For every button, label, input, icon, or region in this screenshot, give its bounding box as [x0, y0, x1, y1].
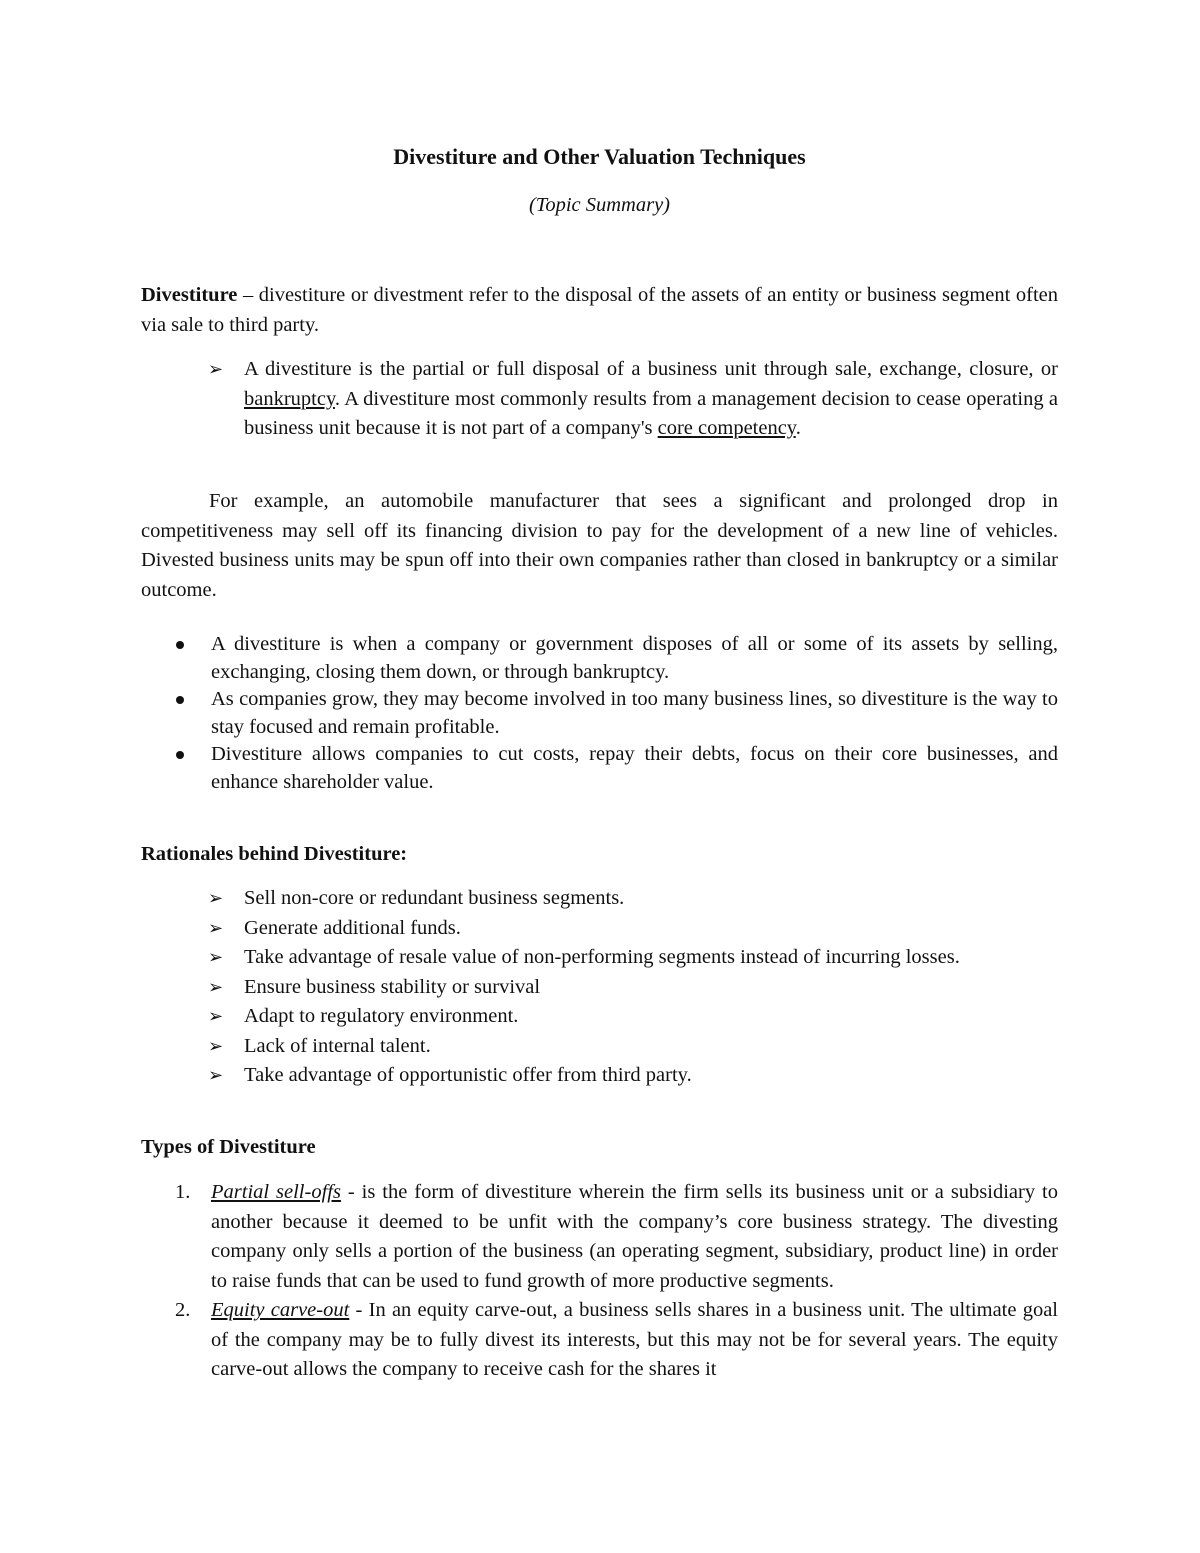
core-competency-link[interactable]: core competency [657, 417, 796, 439]
bullet-text: A divestiture is when a company or government disposes of all or some of its assets by selling, exchanging, closing them down, or through bankruptcy. [211, 633, 1058, 683]
bankruptcy-link[interactable]: bankruptcy [244, 387, 335, 410]
rationales-list [208, 884, 1058, 1091]
list-item [175, 1178, 1058, 1296]
arrow-bullet-icon: ➢ [208, 359, 224, 380]
definition-paragraph [141, 281, 1058, 340]
rationales-heading: Rationales behind Divestiture: [141, 843, 408, 865]
rationale-text: Lack of internal talent. [244, 1034, 431, 1057]
item-number: 1. [175, 1181, 191, 1203]
arrow-bullet-icon: ➢ [208, 976, 224, 998]
list-item [208, 943, 1058, 973]
bullet-text: Divestiture allows companies to cut costs, repay their debts, focus on their core businesses, and enhance shareholder value. [211, 743, 1058, 793]
rationale-text: Generate additional funds. [244, 916, 461, 939]
list-item [208, 914, 1058, 944]
arrow-bullet-icon: ➢ [208, 1035, 224, 1057]
arrow-bullet-icon: ➢ [208, 947, 224, 968]
list-item [208, 884, 1058, 914]
rationale-text: Ensure business stability or survival [244, 975, 541, 998]
rationale-text: Take advantage of resale value of non-performing segments instead of incurring losses. [244, 946, 960, 968]
list-item [208, 1061, 1058, 1091]
item-number: 2. [175, 1299, 191, 1321]
list-item [208, 1002, 1058, 1032]
arrow-point-text-3: . [795, 417, 801, 439]
list-item [208, 973, 1058, 1003]
type-term: Partial sell-offs [211, 1181, 341, 1203]
list-item [141, 631, 1058, 686]
types-heading: Types of Divestiture [141, 1136, 316, 1158]
rationale-text: Sell non-core or redundant business segments. [244, 887, 625, 909]
rationale-text: Adapt to regulatory environment. [244, 1005, 519, 1027]
bullet-dot-icon [176, 696, 184, 704]
bullet-dot-icon [176, 641, 184, 649]
rationale-text: Take advantage of opportunistic offer from third party. [244, 1064, 692, 1086]
bullet-dot-icon [176, 751, 184, 759]
example-paragraph: For example, an automobile manufacturer that sees a significant and prolonged drop in competitiveness may sell off its financing division to pay for the development of a new line of vehicles. Divested business units may be spun off into their own companies rather than closed in bankruptcy or a similar outcome. [141, 490, 1058, 601]
definition-text: – divestiture or divestment refer to the disposal of the assets of an entity or business segment often via sale to third party. [141, 284, 1058, 336]
document-title: Divestiture and Other Valuation Techniques [393, 144, 806, 169]
arrow-bullet-icon: ➢ [208, 1006, 224, 1027]
list-item [175, 1296, 1058, 1385]
document-subtitle: (Topic Summary) [528, 194, 671, 216]
arrow-bullet-icon: ➢ [208, 1065, 224, 1086]
key-points-list [141, 631, 1058, 796]
definition-term: Divestiture [141, 284, 238, 306]
list-item [141, 686, 1058, 741]
arrow-point-text-2: . A divestiture most commonly results from a management decision to cease operating a business unit because it is not part of a company's [244, 387, 1058, 439]
type-description: - In an equity carve-out, a business sells shares in a business unit. The ultimate goal of the company may be to fully divest its interests, but this may not be for several years. The equity carve-out allows the company to receive cash for the shares it [211, 1299, 1058, 1380]
list-item [208, 1032, 1058, 1062]
type-description: - is the form of divestiture wherein the firm sells its business unit or a subsidiary to another because it deemed to be unfit with the company’s core business strategy. The divesting company only sells a portion of the business (an operating segment, subsidiary, product line) in order to raise funds that can be used to fund growth of more productive segments. [211, 1181, 1058, 1292]
arrow-bullet-icon: ➢ [208, 917, 224, 939]
arrow-point-item [208, 355, 1058, 444]
bullet-text: As companies grow, they may become involved in too many business lines, so divestiture is the way to stay focused and remain profitable. [211, 688, 1058, 738]
types-list [175, 1178, 1058, 1385]
arrow-bullet-icon: ➢ [208, 888, 224, 909]
list-item [141, 741, 1058, 796]
arrow-point-text-1: A divestiture is the partial or full disposal of a business unit through sale, exchange, closure, or [244, 358, 1058, 380]
type-term: Equity carve-out [211, 1299, 350, 1321]
